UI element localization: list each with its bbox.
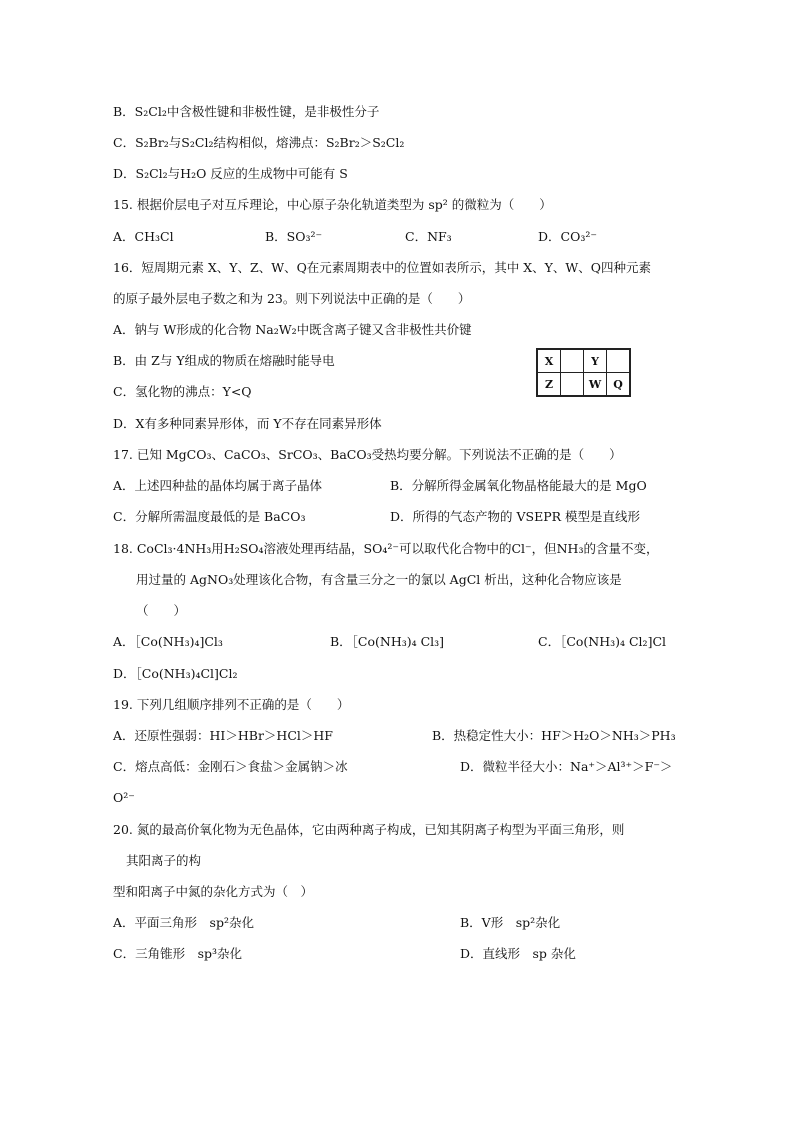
q17-stem: 17. 已知 MgCO₃、CaCO₃、SrCO₃、BaCO₃受热均要分解。下列说法不正确的是（ ） <box>113 447 622 462</box>
q18-option-a: A．［Co(NH₃)₄]Cl₃ <box>113 634 223 649</box>
pt-cell-q: Q <box>607 373 631 397</box>
q18-stem-line-1: 18. CoCl₃·4NH₃用H₂SO₄溶液处理再结晶，SO₄²⁻可以取代化合物中的Cl⁻，但NH₃的含量不变， <box>113 541 659 556</box>
q15-option-c: C．NF₃ <box>405 229 452 244</box>
q18-option-b: B．［Co(NH₃)₄ Cl₃] <box>330 634 445 649</box>
q16-stem-line-1: 16．短周期元素 X、Y、Z、W、Q在元素周期表中的位置如表所示，其中 X、Y、W、Q四种元素 <box>113 260 652 275</box>
q18-stem-line-3: （ ） <box>136 603 187 618</box>
q14-option-d: D．S₂Cl₂与H₂O 反应的生成物中可能有 S <box>113 166 348 181</box>
pt-cell-y: Y <box>584 349 607 373</box>
q20-option-c: C．三角锥形 sp³杂化 <box>113 946 242 961</box>
pt-cell-w: W <box>584 373 607 397</box>
pt-cell-empty <box>561 349 584 373</box>
q15-stem: 15. 根据价层电子对互斥理论，中心原子杂化轨道类型为 sp² 的微粒为（ ） <box>113 197 552 212</box>
q17-option-d: D．所得的气态产物的 VSEPR 模型是直线形 <box>390 509 641 524</box>
pt-cell-z: Z <box>537 373 561 397</box>
q16-option-c: C．氢化物的沸点：Y<Q <box>113 384 252 399</box>
q19-option-d: D．微粒半径大小：Na⁺＞Al³⁺＞F⁻＞ <box>460 759 673 774</box>
q17-option-b: B．分解所得金属氧化物晶格能最大的是 MgO <box>390 478 647 493</box>
q15-option-a: A．CH₃Cl <box>113 229 174 244</box>
q20-option-a: A．平面三角形 sp²杂化 <box>113 915 254 930</box>
q19-option-c: C．熔点高低：金刚石＞食盐＞金属钠＞冰 <box>113 759 348 774</box>
q19-option-a: A．还原性强弱：HI＞HBr＞HCl＞HF <box>113 728 333 743</box>
q18-option-c: C．［Co(NH₃)₄ Cl₂]Cl <box>538 634 667 649</box>
q18-option-d: D．［Co(NH₃)₄Cl]Cl₂ <box>113 666 238 681</box>
q19-option-b: B．热稳定性大小：HF＞H₂O＞NH₃＞PH₃ <box>432 728 676 743</box>
q14-option-c: C．S₂Br₂与S₂Cl₂结构相似，熔沸点：S₂Br₂＞S₂Cl₂ <box>113 135 405 150</box>
q20-stem-line-2: 其阳离子的构 <box>126 853 202 868</box>
q19-option-d-wrap: O²⁻ <box>113 790 135 805</box>
q17-option-a: A．上述四种盐的晶体均属于离子晶体 <box>113 478 323 493</box>
pt-cell-empty <box>607 349 631 373</box>
pt-cell-empty <box>561 373 584 397</box>
q16-option-b: B．由 Z与 Y组成的物质在熔融时能导电 <box>113 353 335 368</box>
q18-stem-line-2: 用过量的 AgNO₃处理该化合物，有含量三分之一的氯以 AgCl 析出，这种化合物应该是 <box>136 572 622 587</box>
q17-option-c: C．分解所需温度最低的是 BaCO₃ <box>113 509 306 524</box>
q16-option-a: A．钠与 W形成的化合物 Na₂W₂中既含离子键又含非极性共价键 <box>113 322 472 337</box>
q20-stem-line-1: 20. 氮的最高价氧化物为无色晶体，它由两种离子构成，已知其阴离子构型为平面三角形，则 <box>113 822 625 837</box>
q20-option-d: D．直线形 sp 杂化 <box>460 946 576 961</box>
q20-option-b: B．V形 sp²杂化 <box>460 915 561 930</box>
pt-cell-x: X <box>537 349 561 373</box>
q16-stem-line-2: 的原子最外层电子数之和为 23。则下列说法中正确的是（ ） <box>113 291 471 306</box>
q20-stem-line-3: 型和阳离子中氮的杂化方式为（ ） <box>113 884 314 899</box>
periodic-table-fragment <box>536 348 631 397</box>
q15-option-b: B．SO₃²⁻ <box>265 229 323 244</box>
q19-stem: 19. 下列几组顺序排列不正确的是（ ） <box>113 697 350 712</box>
q14-option-b: B．S₂Cl₂中含极性键和非极性键，是非极性分子 <box>113 104 380 119</box>
q16-option-d: D．X有多种同素异形体，而 Y不存在同素异形体 <box>113 416 382 431</box>
q15-option-d: D．CO₃²⁻ <box>538 229 597 244</box>
